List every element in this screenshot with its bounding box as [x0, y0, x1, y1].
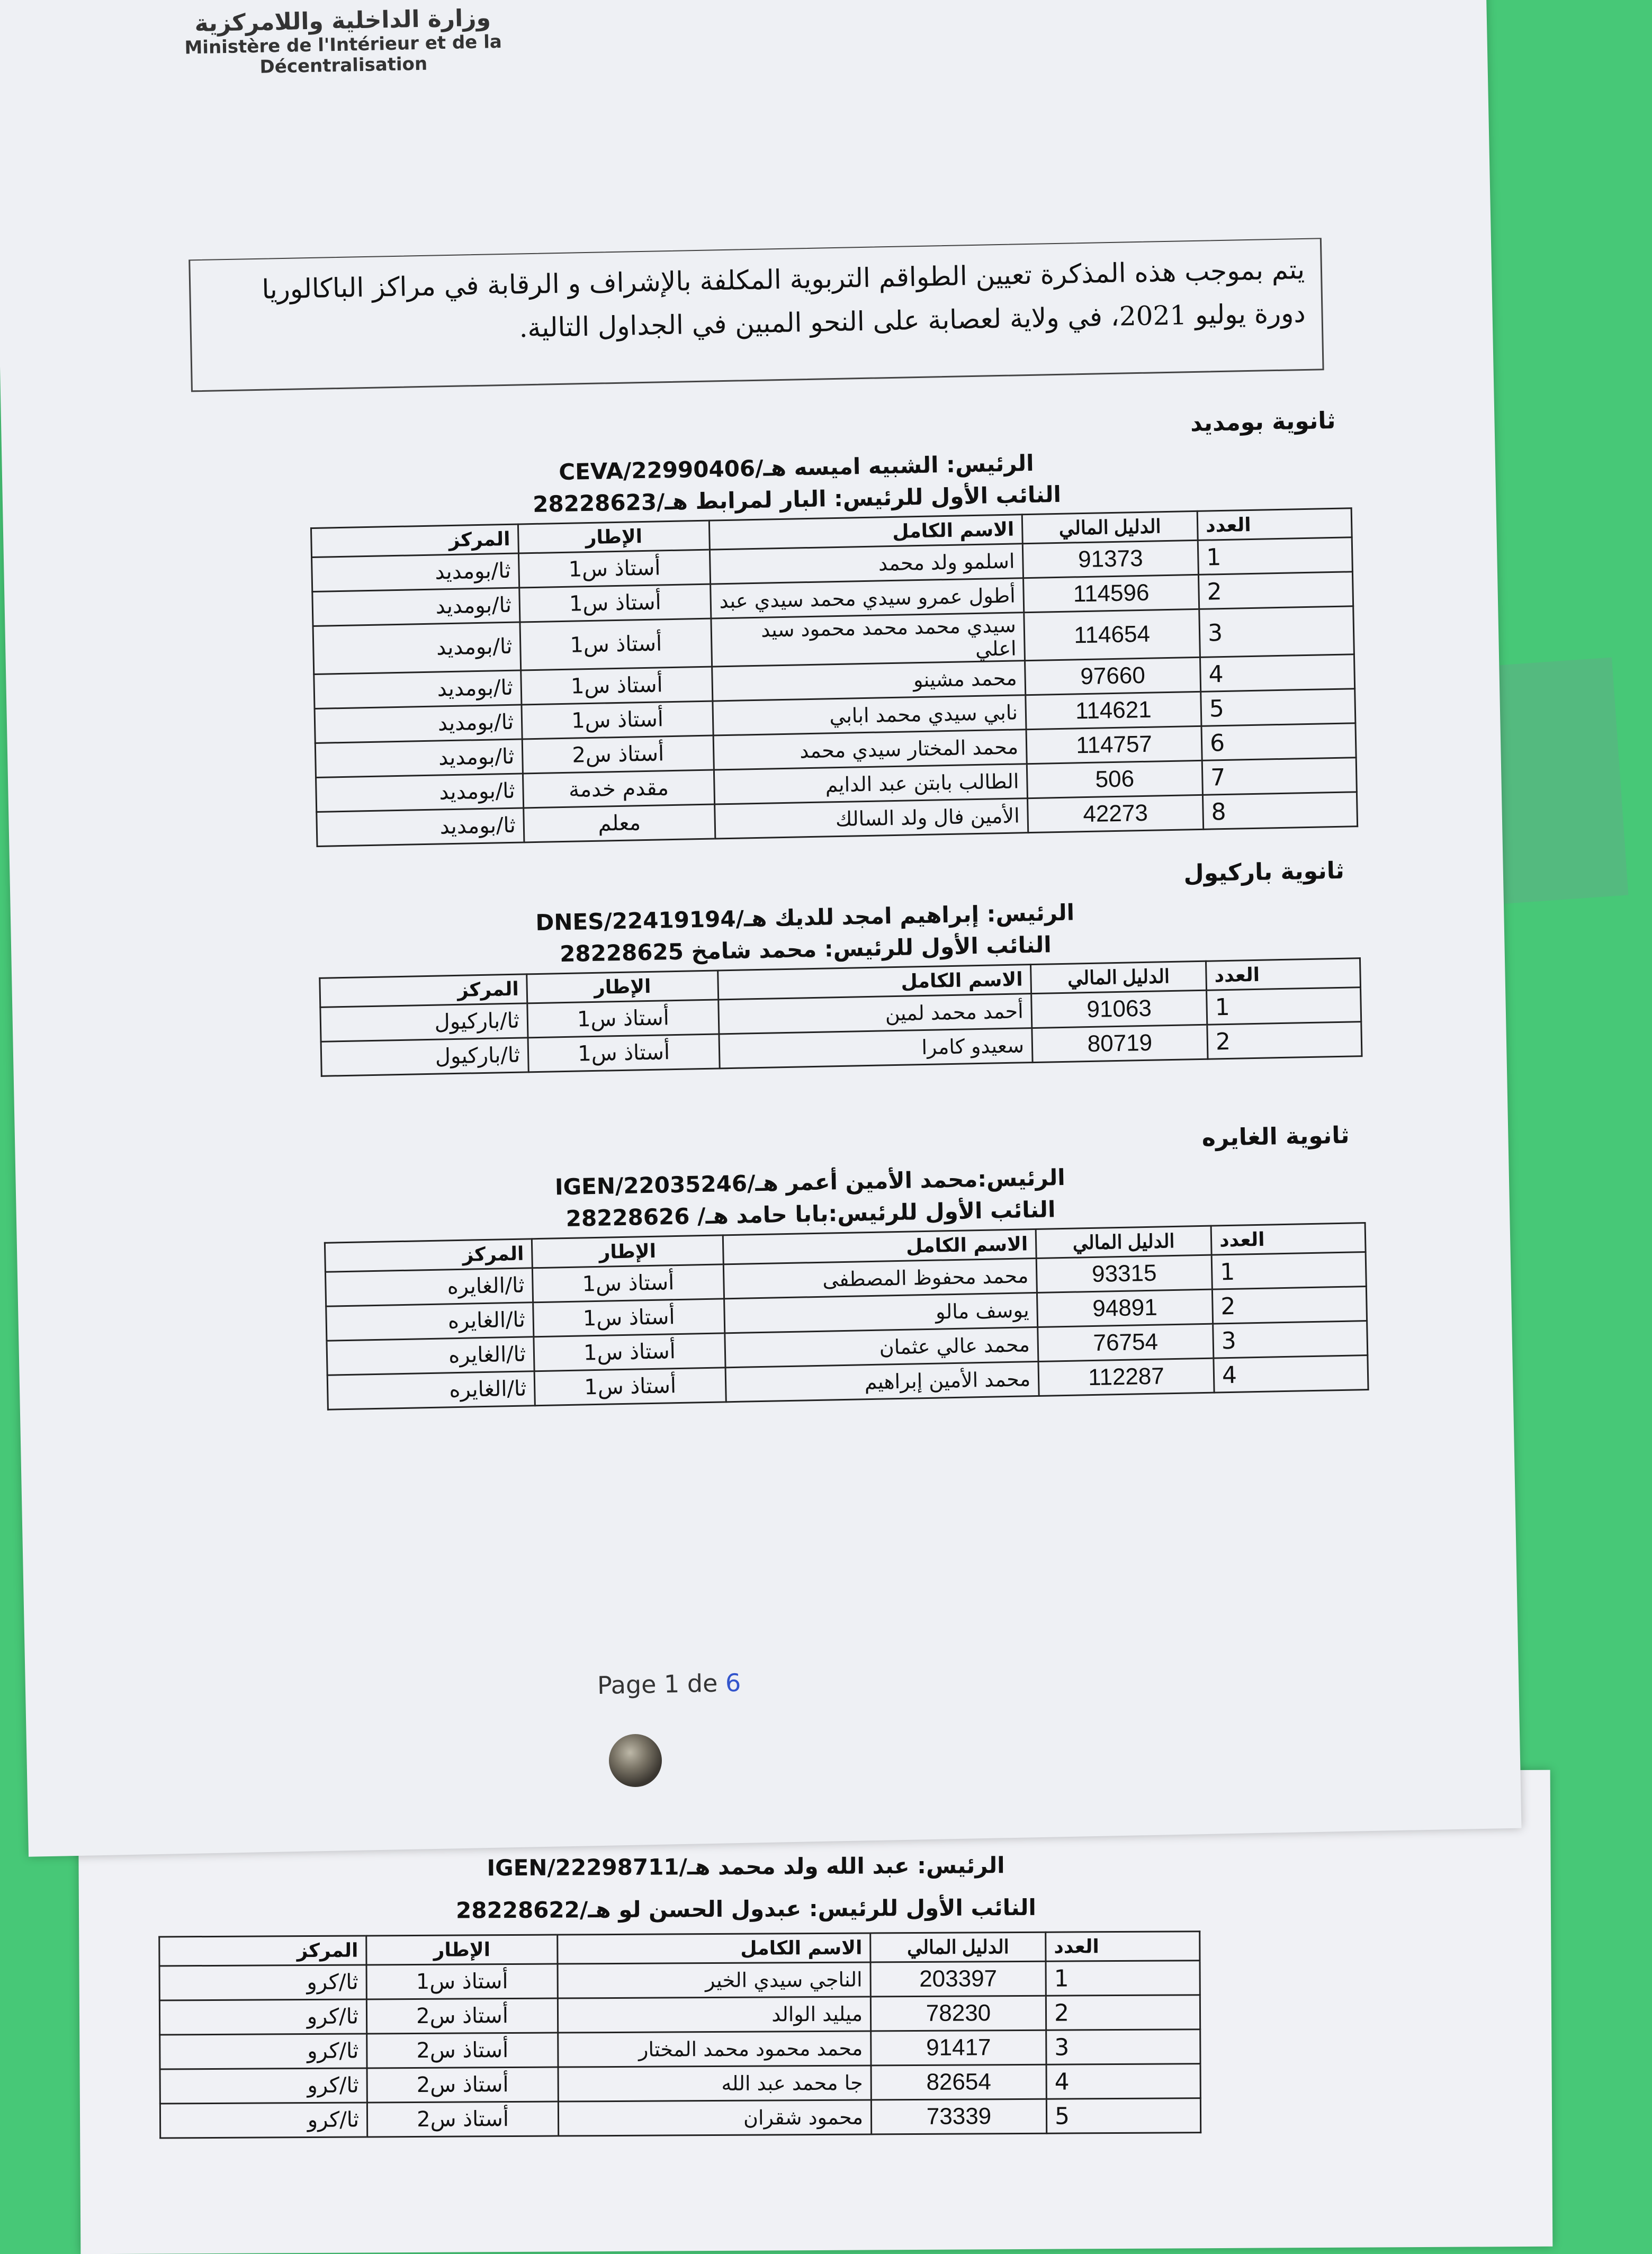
cell-rank: معلم: [524, 804, 715, 842]
cell-rank: أستاذ س2: [366, 1998, 558, 2034]
cell-id: 112287: [1038, 1358, 1214, 1396]
cell-name: محمد المختار سيدي محمد: [713, 730, 1027, 770]
cell-center: ثا/بومديد: [312, 553, 519, 591]
column-header-num: العدد: [1197, 508, 1352, 541]
page2-vice-president: النائب الأول للرئيس: عبدول الحسن لو هـ/28228622: [455, 1894, 1036, 1924]
cell-id: 203397: [870, 1961, 1046, 1997]
table-row: [160, 2098, 1200, 2138]
cell-num: 2: [1198, 572, 1353, 609]
push-pin: [609, 1734, 662, 1787]
cell-rank: أستاذ س1: [533, 1299, 725, 1337]
cell-num: 4: [1046, 2064, 1200, 2099]
cell-rank: أستاذ س1: [527, 1000, 719, 1038]
cell-num: 5: [1201, 689, 1355, 726]
cell-rank: أستاذ س1: [366, 1964, 558, 1999]
cell-rank: أستاذ س2: [522, 735, 714, 774]
cell-name: الأمين فال ولد السالك: [715, 798, 1028, 839]
column-header-center: المركز: [320, 974, 527, 1007]
cell-id: 78230: [870, 1996, 1046, 2031]
column-header-name: الاسم الكامل: [558, 1933, 870, 1964]
cell-rank: أستاذ س1: [519, 584, 711, 622]
column-header-num: العدد: [1046, 1932, 1200, 1962]
cell-num: 4: [1200, 654, 1354, 692]
cell-center: ثا/بومديد: [315, 705, 522, 743]
column-header-name: الاسم الكامل: [723, 1229, 1036, 1264]
table-row: [160, 2030, 1200, 2069]
table-row: [159, 1961, 1200, 2000]
cell-name: ميليد الوالد: [558, 1997, 870, 2033]
page-number: [597, 1668, 741, 1700]
cell-id: 91063: [1031, 990, 1207, 1028]
cell-rank: مقدم خدمة: [523, 770, 714, 808]
cell-num: 3: [1046, 2030, 1200, 2065]
cell-id: 114757: [1026, 726, 1202, 764]
vice-president-2: النائب الأول للرئيس: محمد شامخ 28228625: [559, 931, 1052, 967]
cell-id: 114596: [1023, 574, 1199, 612]
column-header-center: المركز: [159, 1936, 366, 1966]
page2-roster-table: [158, 1930, 1201, 2139]
cell-id: 93315: [1036, 1255, 1212, 1292]
cell-rank: أستاذ س1: [518, 550, 710, 588]
president-2: الرئيس: إبراهيم امجد للديك هـ/DNES/22419194: [535, 899, 1075, 936]
column-header-rank: الإطار: [518, 520, 710, 553]
table-row: [160, 2064, 1200, 2104]
cell-center: ثا/بومديد: [317, 808, 524, 846]
cell-num: 4: [1214, 1355, 1368, 1393]
cell-name: محمد محفوظ المصطفى: [723, 1259, 1037, 1299]
cell-center: ثا/باركيول: [320, 1003, 528, 1041]
table-row: [159, 1995, 1200, 2035]
ministry-name-ar: وزارة الداخلية واللامركزية: [194, 4, 491, 38]
school-title-2: ثانوية باركيول: [1183, 857, 1345, 887]
cell-name: محمد محمود محمد المختار: [558, 2031, 871, 2067]
school-title-3: ثانوية الغايره: [1201, 1121, 1350, 1152]
cell-id: 506: [1027, 760, 1202, 798]
cell-name: الناجي سيدي الخير: [558, 1962, 870, 1998]
cell-num: 2: [1046, 1995, 1200, 2031]
cell-center: ثا/بومديد: [316, 774, 524, 812]
cell-num: 8: [1202, 792, 1357, 830]
column-header-rank: الإطار: [366, 1935, 558, 1965]
cell-name: اسلمو ولد محمد: [710, 544, 1023, 584]
cell-id: 114621: [1026, 692, 1201, 729]
cell-center: ثا/بومديد: [314, 670, 522, 708]
cell-center: ثا/الغايره: [327, 1371, 535, 1409]
president-1: الرئيس: الشبيه اميسه هـ/CEVA/22990406: [558, 450, 1034, 486]
column-header-center: المركز: [325, 1239, 532, 1272]
ministry-name-fr-2: Décentralisation: [259, 53, 428, 78]
cell-num: 1: [1198, 537, 1352, 575]
cell-center: ثا/بومديد: [312, 588, 520, 626]
cell-center: ثا/الغايره: [325, 1268, 533, 1306]
cell-num: 3: [1213, 1321, 1368, 1359]
roster-table-3: [324, 1222, 1369, 1411]
vice-president-3: النائب الأول للرئيس:بابا حامد هـ/ 28228626: [565, 1196, 1056, 1232]
cell-num: 3: [1199, 606, 1354, 658]
roster-table-1: [310, 507, 1358, 847]
cell-name: نابي سيدي محمد ابابي: [713, 695, 1026, 735]
cell-name: يوسف مالو: [724, 1292, 1038, 1333]
president-3: الرئيس:محمد الأمين أعمر هـ/IGEN/22035246: [554, 1164, 1066, 1200]
cell-id: 73339: [871, 2099, 1046, 2134]
cell-num: 2: [1212, 1287, 1367, 1324]
school-title-1: ثانوية بومديد: [1190, 407, 1336, 437]
cell-center: ثا/كرو: [160, 2103, 367, 2138]
cell-center: ثا/الغايره: [326, 1303, 534, 1341]
cell-center: ثا/كرو: [160, 2034, 367, 2069]
page-total: 6: [725, 1668, 741, 1698]
page2-president: الرئيس: عبد الله ولد محمد هـ/IGEN/22298711: [487, 1852, 1005, 1881]
column-header-id: الدليل المالي: [1031, 961, 1207, 993]
cell-rank: أستاذ س2: [367, 2033, 558, 2068]
cell-num: 5: [1046, 2098, 1200, 2134]
notice-box: يتم بموجب هذه المذكرة تعيين الطواقم التربوية المكلفة بالإشراف و الرقابة في مراكز الباكالوريا دورة يوليو 2021، في ولاية لعصابة على النحو المبين في الجداول التالية.: [188, 238, 1324, 392]
cell-center: ثا/الغايره: [327, 1337, 534, 1375]
cell-center: ثا/باركيول: [321, 1038, 528, 1076]
cell-name: محمد مشينو: [712, 661, 1026, 701]
table-header-row: [159, 1932, 1200, 1966]
column-header-num: العدد: [1206, 958, 1360, 991]
cell-id: 91373: [1022, 540, 1198, 578]
cell-id: 76754: [1038, 1324, 1214, 1361]
column-header-id: الدليل المالي: [1036, 1226, 1211, 1258]
ministry-header: [184, 5, 502, 79]
ministry-name-fr-1: Ministère de l'Intérieur et de la: [184, 31, 502, 59]
cell-rank: أستاذ س1: [528, 1034, 720, 1072]
cell-name: سيدي محمد محمد محمود سيد اعلي: [711, 613, 1025, 667]
cell-name: محمود شقران: [558, 2100, 871, 2136]
cell-name: أطول عمرو سيدي محمد سيدي عبد: [711, 578, 1024, 618]
cell-rank: أستاذ س2: [367, 2067, 558, 2103]
cell-num: 1: [1211, 1252, 1366, 1290]
cell-center: ثا/كرو: [159, 1965, 366, 2000]
cell-id: 82654: [871, 2064, 1046, 2100]
cell-num: 1: [1046, 1961, 1200, 1996]
cell-id: 91417: [871, 2030, 1046, 2066]
cell-center: ثا/بومديد: [315, 739, 523, 777]
cell-name: محمد عالي عثمان: [725, 1327, 1038, 1367]
cell-rank: أستاذ س2: [367, 2102, 558, 2137]
cell-id: 42273: [1028, 795, 1204, 832]
cell-rank: أستاذ س1: [520, 618, 712, 670]
cell-num: 1: [1207, 987, 1361, 1025]
cell-name: سعيدو كامرا: [719, 1028, 1032, 1068]
cell-center: ثا/كرو: [160, 2068, 367, 2104]
cell-num: 7: [1202, 758, 1357, 795]
cell-id: 80719: [1032, 1025, 1208, 1062]
column-header-rank: الإطار: [527, 971, 719, 1003]
cell-rank: أستاذ س1: [521, 667, 713, 705]
cell-name: محمد الأمين إبراهيم: [725, 1361, 1039, 1402]
roster-table-2: [319, 957, 1362, 1077]
cell-num: 6: [1201, 723, 1356, 761]
cell-center: ثا/كرو: [159, 1999, 366, 2035]
cell-rank: أستاذ س1: [532, 1264, 724, 1303]
cell-center: ثا/بومديد: [313, 622, 521, 674]
cell-id: 114654: [1024, 609, 1200, 660]
cell-num: 2: [1207, 1022, 1362, 1059]
cell-name: الطالب بابتن عبد الدايم: [714, 764, 1027, 804]
column-header-id: الدليل المالي: [870, 1932, 1046, 1962]
cell-id: 97660: [1025, 657, 1201, 695]
cell-rank: أستاذ س1: [522, 701, 713, 739]
column-header-center: المركز: [311, 524, 518, 557]
cell-id: 94891: [1037, 1289, 1213, 1327]
column-header-id: الدليل المالي: [1022, 511, 1198, 543]
cell-rank: أستاذ س1: [534, 1333, 725, 1371]
column-header-name: الاسم الكامل: [709, 515, 1022, 550]
vice-president-1: النائب الأول للرئيس: البار لمرابط هـ/28228623: [532, 481, 1062, 517]
column-header-rank: الإطار: [532, 1235, 723, 1268]
cell-rank: أستاذ س1: [534, 1368, 726, 1406]
cell-name: جا محمد عبد الله: [558, 2066, 871, 2102]
column-header-num: العدد: [1211, 1223, 1366, 1255]
cell-name: أحمد محمد لمين: [719, 994, 1032, 1034]
column-header-name: الاسم الكامل: [718, 965, 1031, 1000]
page-number-label: Page 1 de: [597, 1668, 726, 1700]
